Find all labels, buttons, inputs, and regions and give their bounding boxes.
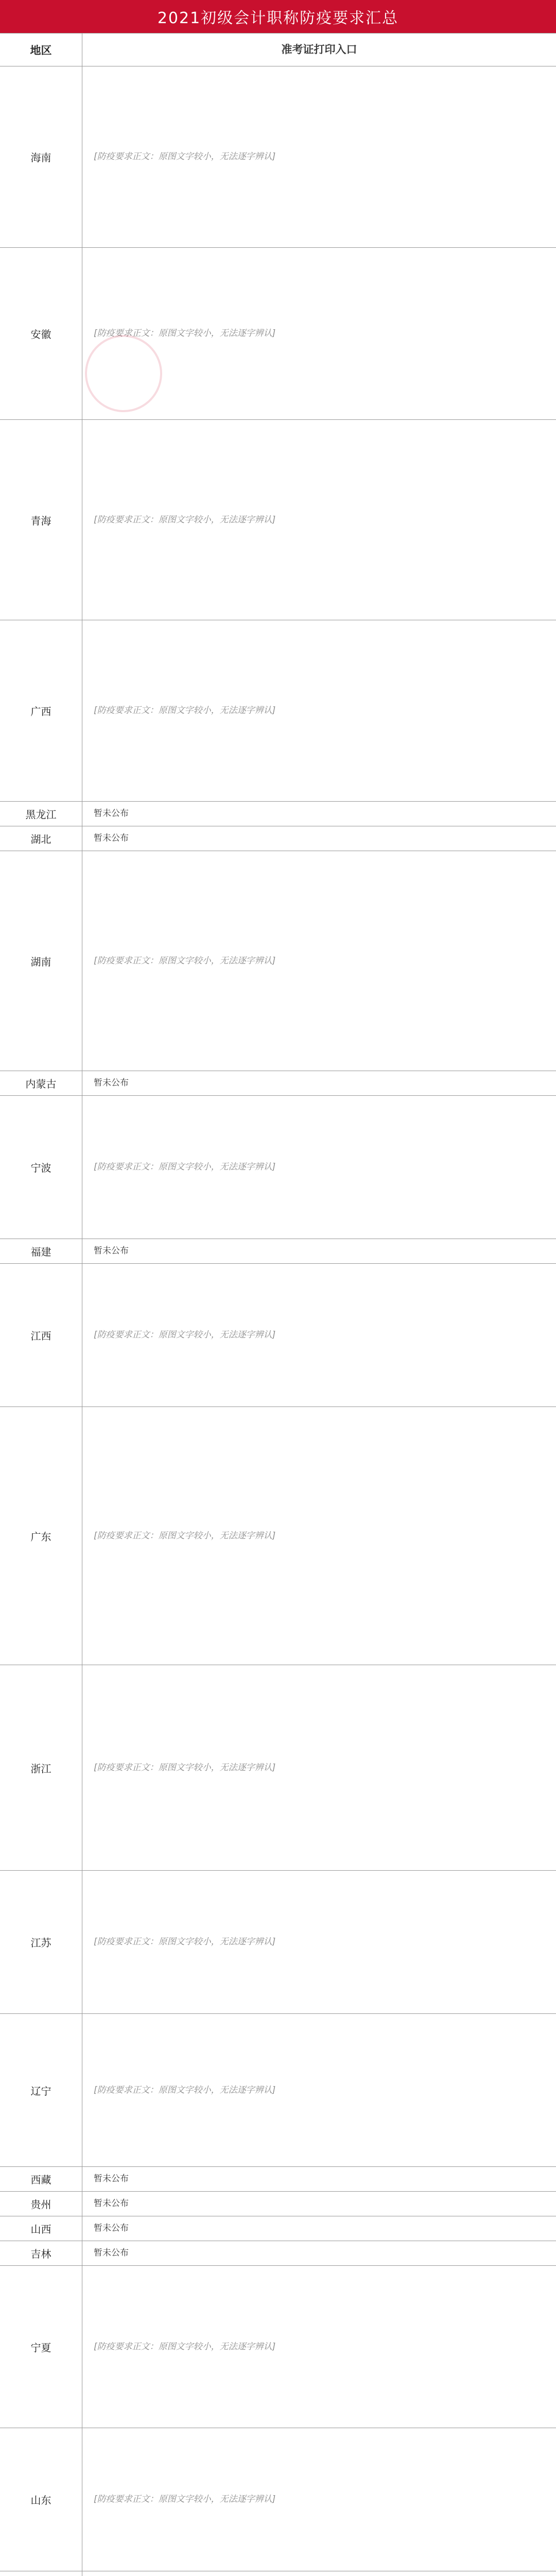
requirement-cell xyxy=(82,1071,556,1095)
requirement-cell xyxy=(82,1239,556,1263)
region-cell: 广东 xyxy=(0,1407,82,1665)
region-column-header: 地区 xyxy=(0,33,82,66)
table-row xyxy=(0,1239,556,1264)
table-row xyxy=(0,1407,556,1665)
requirement-text: [防疫要求正文：原图文字较小，无法逐字辨认] xyxy=(94,514,276,525)
requirement-cell xyxy=(82,1264,556,1406)
table-row xyxy=(0,2241,556,2266)
requirement-text: [防疫要求正文：原图文字较小，无法逐字辨认] xyxy=(94,1762,276,1773)
region-cell: 广西 xyxy=(0,620,82,801)
requirement-text: 暂未公布 xyxy=(94,1246,129,1257)
table-row xyxy=(0,2192,556,2216)
requirement-cell xyxy=(82,2014,556,2166)
table-row xyxy=(0,826,556,851)
requirement-cell xyxy=(82,2266,556,2428)
requirement-text: 暂未公布 xyxy=(94,2174,129,2184)
requirement-text: [防疫要求正文：原图文字较小，无法逐字辨认] xyxy=(94,1937,276,1947)
region-cell xyxy=(0,2571,82,2576)
requirement-text: [防疫要求正文：原图文字较小，无法逐字辨认] xyxy=(94,2341,276,2352)
region-cell: 贵州 xyxy=(0,2192,82,2216)
table-row xyxy=(0,66,556,248)
requirement-text: [防疫要求正文：原图文字较小，无法逐字辨认] xyxy=(94,1530,276,1541)
requirement-cell xyxy=(82,851,556,1071)
requirement-cell xyxy=(82,2216,556,2241)
requirement-cell xyxy=(82,66,556,247)
table-row xyxy=(0,1871,556,2014)
table-row xyxy=(0,2266,556,2428)
table-row xyxy=(0,2571,556,2576)
region-cell: 安徽 xyxy=(0,248,82,419)
table-row xyxy=(0,2428,556,2571)
region-cell: 福建 xyxy=(0,1239,82,1263)
region-cell: 黑龙江 xyxy=(0,802,82,826)
region-cell: 青海 xyxy=(0,420,82,620)
requirement-cell xyxy=(82,2192,556,2216)
page-title: 2021初级会计职称防疫要求汇总 xyxy=(0,0,556,33)
region-cell: 吉林 xyxy=(0,2241,82,2265)
table-row xyxy=(0,248,556,420)
requirement-text: 暂未公布 xyxy=(94,808,129,819)
requirement-column-header: 准考证打印入口 xyxy=(281,43,357,56)
region-cell: 湖北 xyxy=(0,826,82,851)
region-cell: 江苏 xyxy=(0,1871,82,2013)
requirement-cell xyxy=(82,2428,556,2571)
requirement-text: 暂未公布 xyxy=(94,833,129,844)
requirement-text: [防疫要求正文：原图文字较小，无法逐字辨认] xyxy=(94,328,276,339)
table-row xyxy=(0,420,556,620)
requirement-text: [防疫要求正文：原图文字较小，无法逐字辨认] xyxy=(94,1330,276,1341)
region-cell: 湖南 xyxy=(0,851,82,1071)
requirement-cell xyxy=(82,1407,556,1665)
region-cell: 宁夏 xyxy=(0,2266,82,2428)
region-cell: 辽宁 xyxy=(0,2014,82,2166)
table-row xyxy=(0,2014,556,2167)
requirement-text: 暂未公布 xyxy=(94,2223,129,2234)
requirement-text: 暂未公布 xyxy=(94,2248,129,2259)
table-row xyxy=(0,851,556,1071)
table-row xyxy=(0,2216,556,2241)
requirement-cell xyxy=(82,2241,556,2265)
region-cell: 山东 xyxy=(0,2428,82,2571)
table-row xyxy=(0,1096,556,1239)
requirements-table xyxy=(0,33,556,2576)
requirement-text: [防疫要求正文：原图文字较小，无法逐字辨认] xyxy=(94,1162,276,1173)
requirement-text: [防疫要求正文：原图文字较小，无法逐字辨认] xyxy=(94,2084,276,2095)
table-header-row xyxy=(0,33,556,66)
requirement-cell xyxy=(82,620,556,801)
table-row xyxy=(0,1071,556,1096)
table-row xyxy=(0,620,556,802)
region-cell: 西藏 xyxy=(0,2167,82,2191)
requirement-cell xyxy=(82,802,556,826)
requirement-cell xyxy=(82,1665,556,1870)
requirement-cell xyxy=(82,2571,556,2576)
region-cell: 海南 xyxy=(0,66,82,247)
requirement-text: [防疫要求正文：原图文字较小，无法逐字辨认] xyxy=(94,955,276,966)
table-row xyxy=(0,2167,556,2192)
table-row xyxy=(0,1264,556,1407)
requirement-text: [防疫要求正文：原图文字较小，无法逐字辨认] xyxy=(94,705,276,716)
region-cell: 山西 xyxy=(0,2216,82,2241)
requirement-cell xyxy=(82,1871,556,2013)
requirement-text: [防疫要求正文：原图文字较小，无法逐字辨认] xyxy=(94,2494,276,2505)
region-cell: 江西 xyxy=(0,1264,82,1406)
table-row xyxy=(0,802,556,826)
requirement-cell xyxy=(82,248,556,419)
requirement-cell xyxy=(82,420,556,620)
requirement-cell xyxy=(82,1096,556,1239)
requirement-cell xyxy=(82,2167,556,2191)
table-row xyxy=(0,1665,556,1871)
requirement-text: 暂未公布 xyxy=(94,1078,129,1089)
requirement-text: [防疫要求正文：原图文字较小，无法逐字辨认] xyxy=(94,151,276,162)
region-cell: 内蒙古 xyxy=(0,1071,82,1095)
requirement-cell xyxy=(82,826,556,851)
region-cell: 宁波 xyxy=(0,1096,82,1239)
requirement-text: 暂未公布 xyxy=(94,2198,129,2209)
region-cell: 浙江 xyxy=(0,1665,82,1870)
